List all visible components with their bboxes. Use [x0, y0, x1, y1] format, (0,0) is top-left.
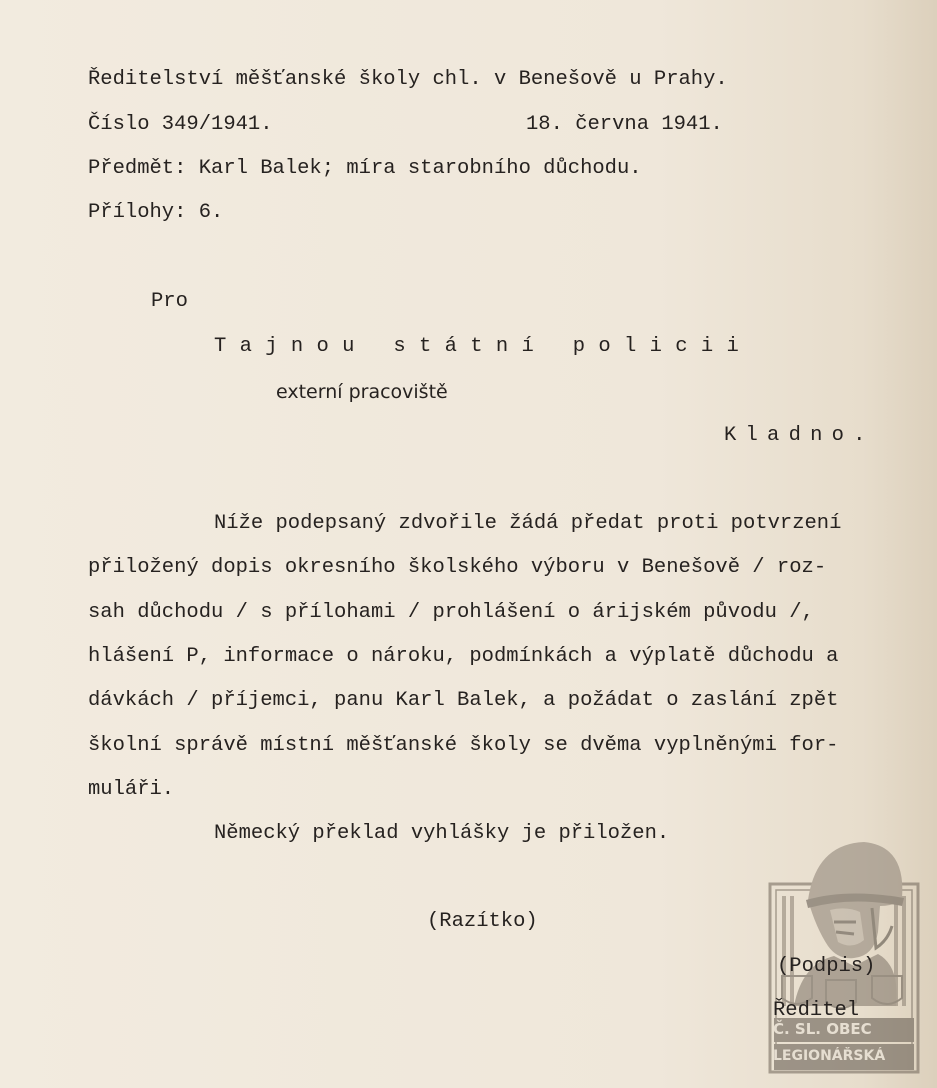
recipient-pro: Pro — [151, 290, 188, 313]
body-note: Německý překlad vyhlášky je přiložen. — [214, 822, 670, 845]
institution-line: Ředitelství měšťanské školy chl. v Benešově u Prahy. — [88, 68, 728, 91]
document-date: 18. června 1941. — [526, 113, 723, 136]
body-line-1: Níže podepsaný zdvořile žádá předat proti potvrzení — [214, 512, 842, 535]
reference-number: Číslo 349/1941. — [88, 113, 273, 136]
recipient-branch: externí pracoviště — [276, 381, 448, 403]
body-line-7: muláři. — [88, 778, 175, 801]
watermark-text-2: LEGIONÁŘSKÁ — [773, 1048, 886, 1064]
recipient-city: Kladno. — [724, 424, 875, 447]
recipient-office: Tajnou státní policii — [214, 335, 753, 358]
body-line-3: sah důchodu / s přílohami / prohlášení o árijském původu /, — [88, 601, 814, 624]
stamp-placeholder: (Razítko) — [427, 910, 538, 933]
signature-placeholder: (Podpis) — [777, 955, 876, 978]
signatory-title: Ředitel — [773, 999, 860, 1022]
body-line-2: přiložený dopis okresního školského výboru v Benešově / roz- — [88, 556, 827, 579]
body-line-5: dávkách / příjemci, panu Karl Balek, a požádat o zaslání zpět — [88, 689, 839, 712]
body-line-4: hlášení P, informace o nároku, podmínkách a výplatě důchodu a — [88, 645, 839, 668]
body-line-6: školní správě místní měšťanské školy se dvěma vyplněnými for- — [88, 734, 839, 757]
watermark-text-1: Č. SL. OBEC — [773, 1020, 872, 1038]
attachments-line: Přílohy: 6. — [88, 201, 224, 224]
subject-line: Předmět: Karl Balek; míra starobního důchodu. — [88, 157, 642, 180]
